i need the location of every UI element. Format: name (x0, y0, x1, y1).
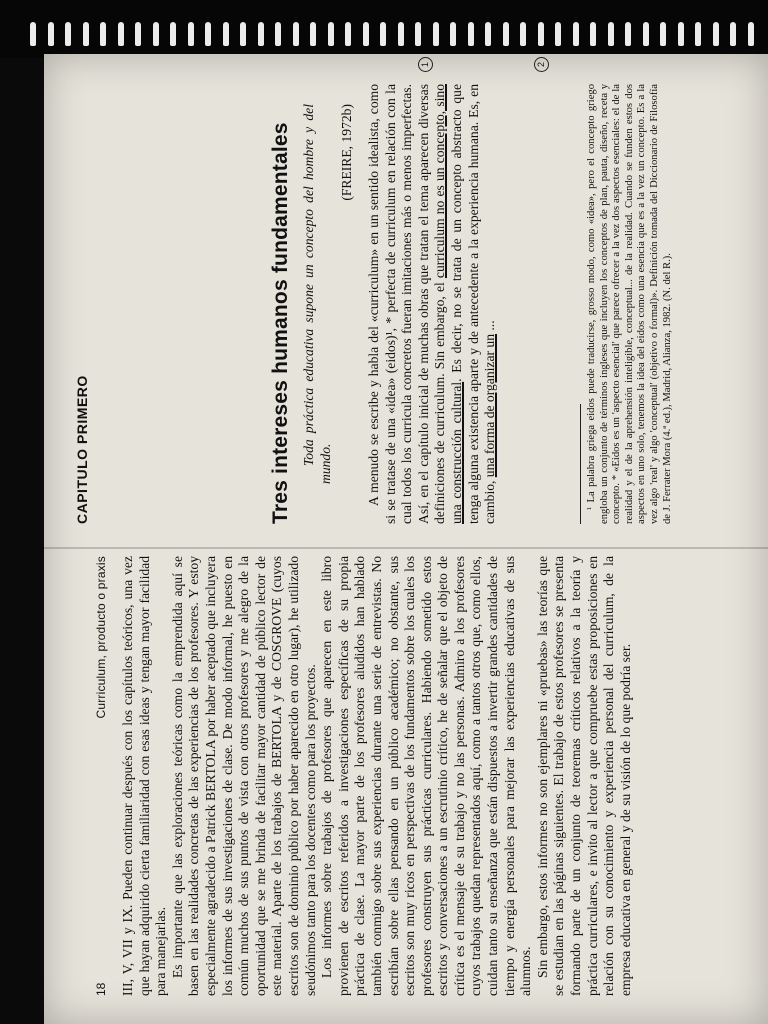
epigraph-citation: (FREIRE, 1972b) (339, 104, 354, 201)
spiral-coil (520, 22, 526, 46)
left-page (52, 556, 752, 996)
footnote-text: ¹ La palabra griega eidos puede traducirse, grosso modo, como «idea», pero el concepto griego engloba un conjunto de términos ingleses que incluyen los conceptos de plan, pauta, diseño, receta y concepto. * «Eidos es un 'aspecto esencial' que parece ofrecer a la vez dos aspectos esenciales: el de la realidad y el de la aprehensión inteligible, conceptual... de la realidad. Cuando se funden estos dos aspectos en uno solo, tenemos la idea del eidos como una esencia que es a la vez un concepto. Es a la vez algo 'real' y algo 'conceptual' (objetivo o formal)». Definición tomada del Diccionario de Filosofía de J. Ferrater Mora (4.ª ed.), Madrid, Alianza, 1982. (N. del R.). (586, 84, 673, 524)
chapter-label: CAPITULO PRIMERO (74, 375, 90, 524)
page-fold (44, 547, 768, 549)
spiral-binding (0, 0, 768, 58)
spiral-coil (450, 22, 456, 46)
spiral-coil (730, 22, 736, 46)
spiral-coil (153, 22, 159, 46)
spiral-coil (503, 22, 509, 46)
epigraph-quote: Toda práctica educativa supone un concepto del hombre y del mundo. (301, 104, 333, 484)
paragraph: Sin embargo, estos informes no son ejemplares ni «pruebas» las teorías que se estudian en las páginas siguientes. El trabajo de estos profesores se presenta formando parte de un conjunto de teoremas críticos relativos a la teoría y práctica curriculares, e invito al lector a que compruebe estas proposiciones en relación con su conocimiento y experiencia personal del curriculum, de la empresa educativa en general y de su visión de lo que podría ser. (534, 556, 633, 996)
body-text-before: A menudo se escribe y habla del «curriculum» en un sentido idealista, como si se tratase de una «idea» (eidos)¹, * perfecta de curriculum en relación con la cual todos los curricula concretos fueran imitaciones más o menos imperfectas. Así, en el capítulo inicial de muchas obras que tratan el tema aparecen diversas definiciones de curriculum. Sin embargo, el (366, 84, 448, 524)
spiral-coil (118, 22, 124, 46)
spiral-coil (345, 22, 351, 46)
spiral-coil (608, 22, 614, 46)
footnote-rule (580, 404, 581, 524)
spiral-coil (100, 22, 106, 46)
underlined-phrase: curriculum no es un concepto, sino una construcción cultural (432, 84, 464, 524)
paragraph: Es importante que las exploraciones teóricas como la emprendida aquí se basen en las realidades concretas de las experiencias de los profesores. Y estoy especialmente agradecido a Patrick BERTOLA por haber aceptado que incluyera los informes de sus investigaciones de clase. De modo informal, he puesto en común muchos de sus puntos de vista con otros profesores y me alegro de la oportunidad que se me brinda de facilitar mayor cantidad de público lector de este material. Aparte de los trabajos de BERTOLA y de COSGROVE (cuyos escritos son de dominio público por haber aparecido en otro lugar), he utilizado seudónimos tanto para los docentes como para los proyectos. (169, 556, 318, 996)
spiral-coil (678, 22, 684, 46)
spiral-coil (695, 22, 701, 46)
spiral-coil (170, 22, 176, 46)
spiral-coil (30, 22, 36, 46)
body-text-middle: . Es decir, no se trata de un concepto abstracto que tenga alguna existencia aparte y de antecedente a la experiencia humana. Es, en cambio, (448, 84, 498, 524)
spiral-coil (748, 22, 754, 46)
spiral-coil (223, 22, 229, 46)
spiral-coil (310, 22, 316, 46)
body-text-after: ... (482, 320, 498, 334)
spiral-coil (433, 22, 439, 46)
spiral-coil (555, 22, 561, 46)
paragraph: Los informes sobre trabajos de profesores que aparecen en este libro provienen de escritos referidos a investigaciones específicas de su propia práctica de clase. La mayor parte de los profesores aludidos han hablado también conmigo sobre sus experiencias durante una serie de entrevistas. No escribían sobre ellas pensando en un público académico; no obstante, sus escritos son muy ricos en perspectivas de los fundamentos sobre los cuales los profesores construyen sus prácticas curriculares. Habiendo sometido estos escritos y conversaciones a un escrutinio crítico, he de señalar que el objeto de crítica es el mensaje de su trabajo y no las personas. Admiro a los profesores cuyos trabajos quedan representados aquí, como a tantos otros que, como ellos, cuidan tanto su enseñanza que están dispuestos a invertir grandes cantidades de tiempo y energía personales para mejorar las experiencias educativas de sus alumnos. (319, 556, 534, 996)
spiral-coil (398, 22, 404, 46)
spiral-coil (590, 22, 596, 46)
underlined-phrase: una forma de organizar un (482, 334, 498, 478)
spiral-coil (380, 22, 386, 46)
spiral-coil (643, 22, 649, 46)
spiral-coil (415, 22, 421, 46)
book-spread (44, 54, 768, 1024)
margin-circle-mark: 1 (418, 57, 433, 72)
margin-circle-mark: 2 (534, 57, 549, 72)
spiral-coil (48, 22, 54, 46)
epigraph (300, 104, 355, 484)
spiral-coil (65, 22, 71, 46)
spiral-coil (485, 22, 491, 46)
spiral-coil (538, 22, 544, 46)
paragraph: III, V, VII y IX. Pueden continuar después con los capítulos teóricos, una vez que hayan adquirido cierta familiaridad con esas ideas y tengan mayor facilidad para manejarlas. (120, 556, 169, 996)
page-number: 18 (94, 982, 108, 996)
chapter-paragraph (366, 84, 499, 524)
spiral-coil (293, 22, 299, 46)
spiral-coil (188, 22, 194, 46)
footnote (586, 84, 674, 524)
rotated-spread (44, 54, 768, 1024)
running-title: Curriculum, producto o praxis (94, 556, 108, 719)
spiral-coil (135, 22, 141, 46)
spiral-coil (240, 22, 246, 46)
spiral-coil (660, 22, 666, 46)
spiral-coil (205, 22, 211, 46)
spiral-coil (713, 22, 719, 46)
left-running-head (94, 556, 112, 996)
chapter-body (366, 84, 499, 524)
right-page (64, 62, 754, 524)
spiral-coil (363, 22, 369, 46)
left-body-text (120, 556, 634, 996)
spiral-coil (258, 22, 264, 46)
spiral-coil (625, 22, 631, 46)
spiral-coil (328, 22, 334, 46)
spiral-coil (573, 22, 579, 46)
chapter-title: Tres intereses humanos fundamentales (269, 122, 292, 524)
spiral-coil (275, 22, 281, 46)
spiral-coil (468, 22, 474, 46)
spiral-coil (83, 22, 89, 46)
